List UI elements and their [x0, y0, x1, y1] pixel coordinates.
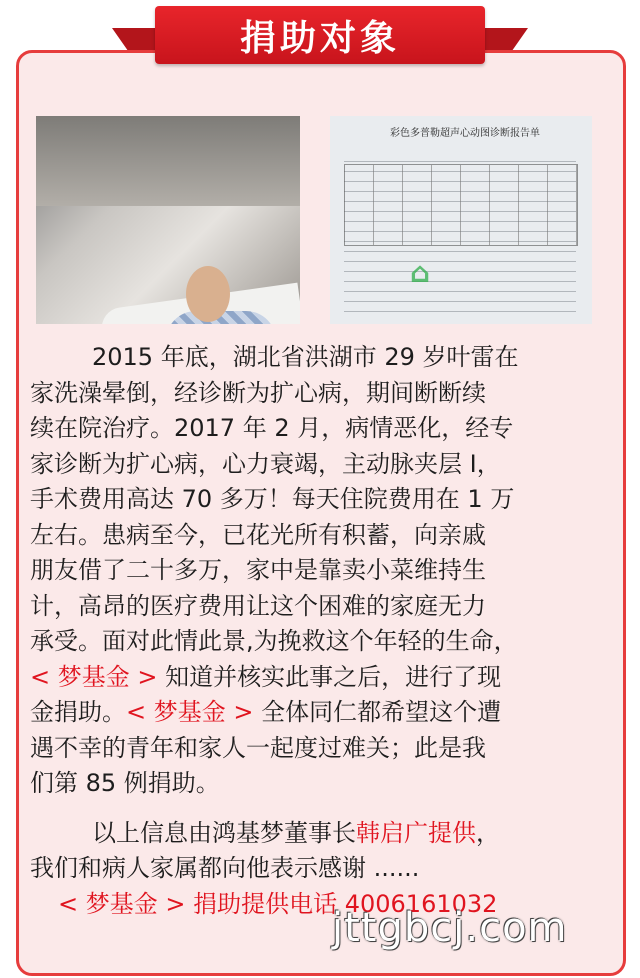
page-title: 捐助对象	[239, 17, 400, 59]
photo-wall	[36, 116, 300, 206]
story-line: 朋友借了二十多万，家中是靠卖小菜维持生	[30, 556, 486, 584]
story-line: 家诊断为扩心病，心力衰竭，主动脉夹层 I，	[30, 449, 501, 478]
story-line: 金捐助。< 梦基金 > 全体同仁都希望这个遭	[30, 698, 502, 726]
watermark: jttgbcj.com	[332, 905, 568, 951]
story-line: 续在院治疗。2017 年 2 月，病情恶化，经专	[30, 414, 514, 442]
story-line: 遇不幸的青年和家人一起度过难关；此是我	[30, 733, 486, 762]
story-line: 2015 年底，湖北省洪湖市 29 岁叶雷在	[92, 343, 519, 371]
provider-name: 韩启广提供	[356, 818, 476, 847]
report-table	[344, 164, 578, 246]
story-line: 承受。面对此情此景,为挽救这个年轻的生命，	[30, 627, 518, 655]
title-ribbon	[155, 6, 485, 64]
credit-line: 我们和病人家属都向他表示感谢 ......	[30, 854, 420, 882]
photo-head	[186, 266, 230, 322]
contact-line: < 梦基金 > 捐助提供电话 4006161032	[58, 889, 498, 918]
credit-line: 以上信息由鸿基梦董事长韩启广提供，	[92, 818, 500, 847]
story-line: 家洗澡晕倒，经诊断为扩心病，期间断断续	[30, 378, 486, 407]
fund-name: < 梦基金 >	[126, 698, 254, 726]
report-title: 彩色多普勒超声心动图诊断报告单	[390, 128, 540, 139]
story-line: 们第 85 例捐助。	[30, 769, 220, 797]
story-line: < 梦基金 > 知道并核实此事之后，进行了现	[30, 662, 502, 691]
fund-name: < 梦基金 >	[30, 662, 158, 691]
patient-photo	[36, 116, 300, 324]
story-text	[30, 340, 620, 922]
medical-report-photo	[330, 116, 592, 324]
story-line: 手术费用高达 70 多万！每天住院费用在 1 万	[30, 485, 515, 513]
story-line: 计，高昂的医疗费用让这个困难的家庭无力	[30, 591, 486, 620]
report-stamp: ⌂	[410, 256, 431, 289]
story-line: 左右。患病至今，已花光所有积蓄，向亲戚	[30, 520, 486, 549]
